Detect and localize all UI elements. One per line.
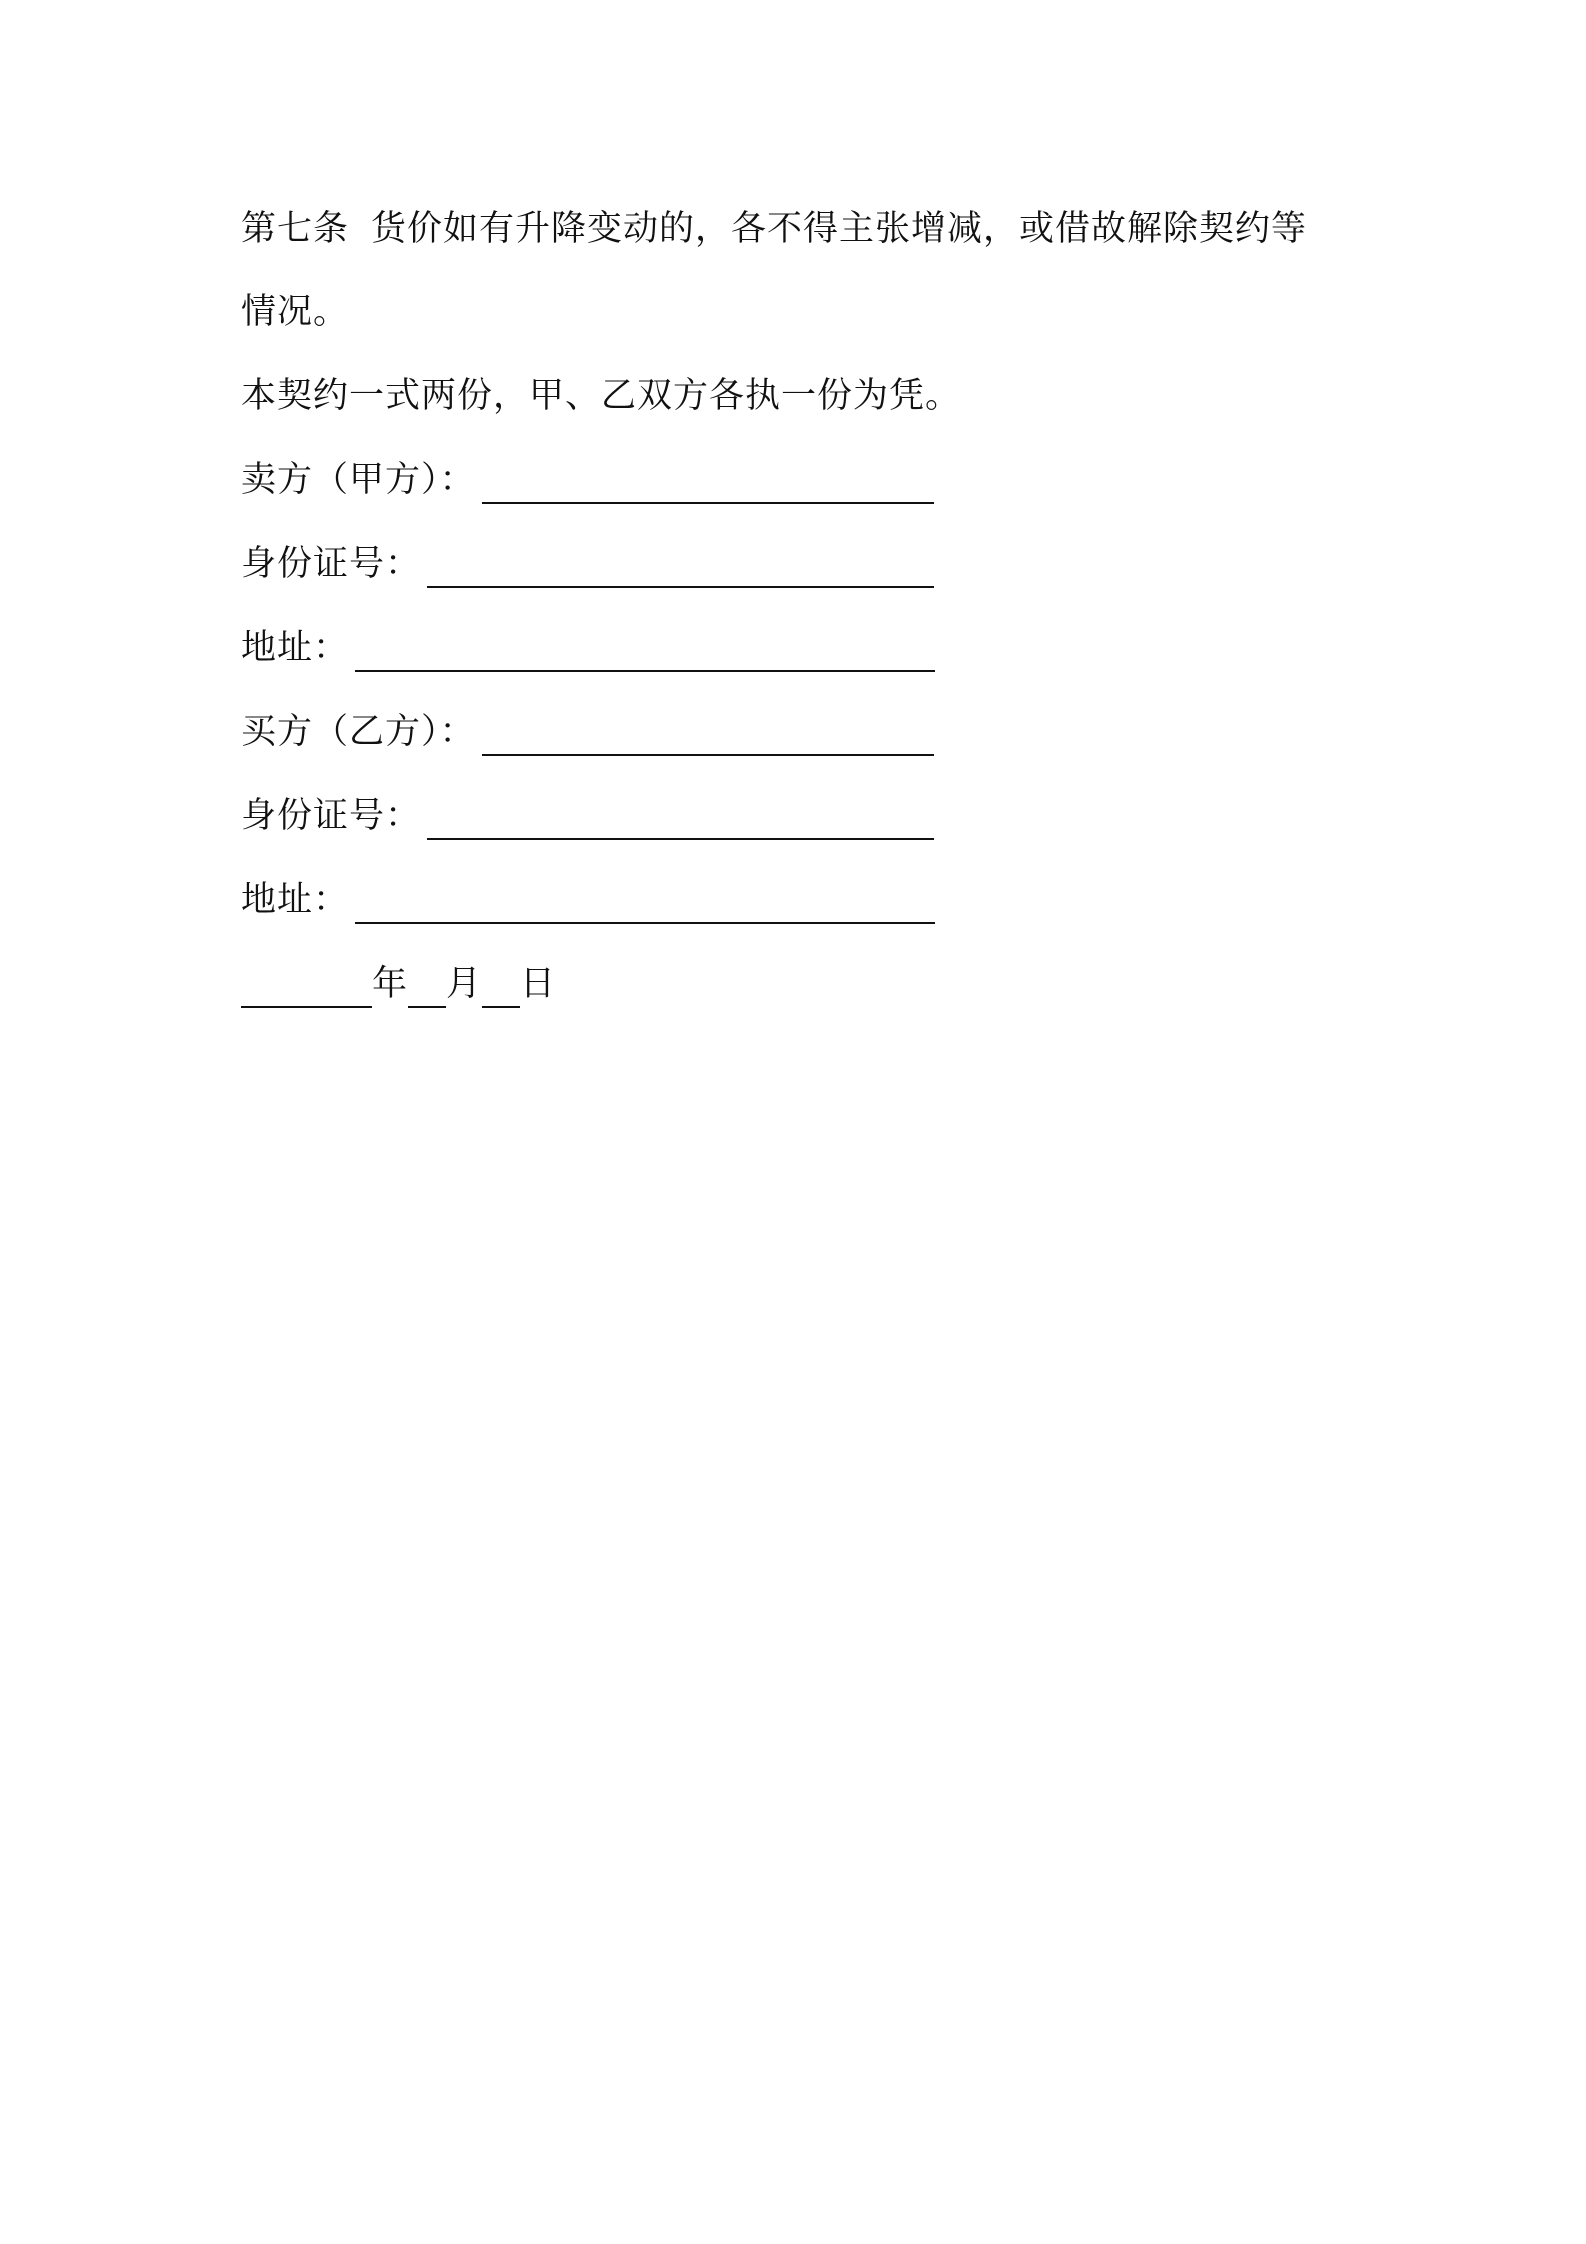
seller-party-row — [241, 456, 934, 504]
seller-address-row — [241, 624, 935, 672]
day-blank[interactable] — [482, 966, 520, 1008]
buyer-party-label: 买方（乙方）： — [241, 712, 476, 752]
buyer-name-blank[interactable] — [482, 714, 934, 756]
buyer-id-blank[interactable] — [427, 798, 934, 840]
seller-id-row — [241, 540, 934, 588]
buyer-party-row — [241, 708, 934, 756]
seller-address-label: 地址： — [241, 628, 350, 668]
copies-clause-text: 本契约一式两份，甲、乙双方各执一份为凭。 — [241, 376, 962, 416]
article-7-text-continued: 情况。 — [241, 292, 350, 332]
seller-name-blank[interactable] — [482, 462, 934, 504]
article-7-line-2 — [241, 288, 349, 336]
article-7-line-1 — [241, 205, 1307, 253]
month-blank[interactable] — [408, 966, 446, 1008]
copies-clause — [241, 372, 961, 420]
article-7-text: 货价如有升降变动的，各不得主张增减，或借故解除契约等 — [371, 209, 1308, 249]
article-7-label: 第七条 — [241, 209, 350, 249]
seller-id-blank[interactable] — [427, 546, 934, 588]
buyer-id-label: 身份证号： — [241, 796, 422, 836]
seller-party-label: 卖方（甲方）： — [241, 460, 476, 500]
buyer-address-label: 地址： — [241, 880, 350, 920]
buyer-address-row — [241, 876, 935, 924]
seller-address-blank[interactable] — [355, 630, 935, 672]
buyer-id-row — [241, 792, 934, 840]
day-label: 日 — [520, 964, 557, 1004]
date-row — [241, 960, 556, 1008]
month-label: 月 — [446, 964, 483, 1004]
year-label: 年 — [372, 964, 409, 1004]
buyer-address-blank[interactable] — [355, 882, 935, 924]
year-blank[interactable] — [241, 966, 372, 1008]
seller-id-label: 身份证号： — [241, 544, 422, 584]
